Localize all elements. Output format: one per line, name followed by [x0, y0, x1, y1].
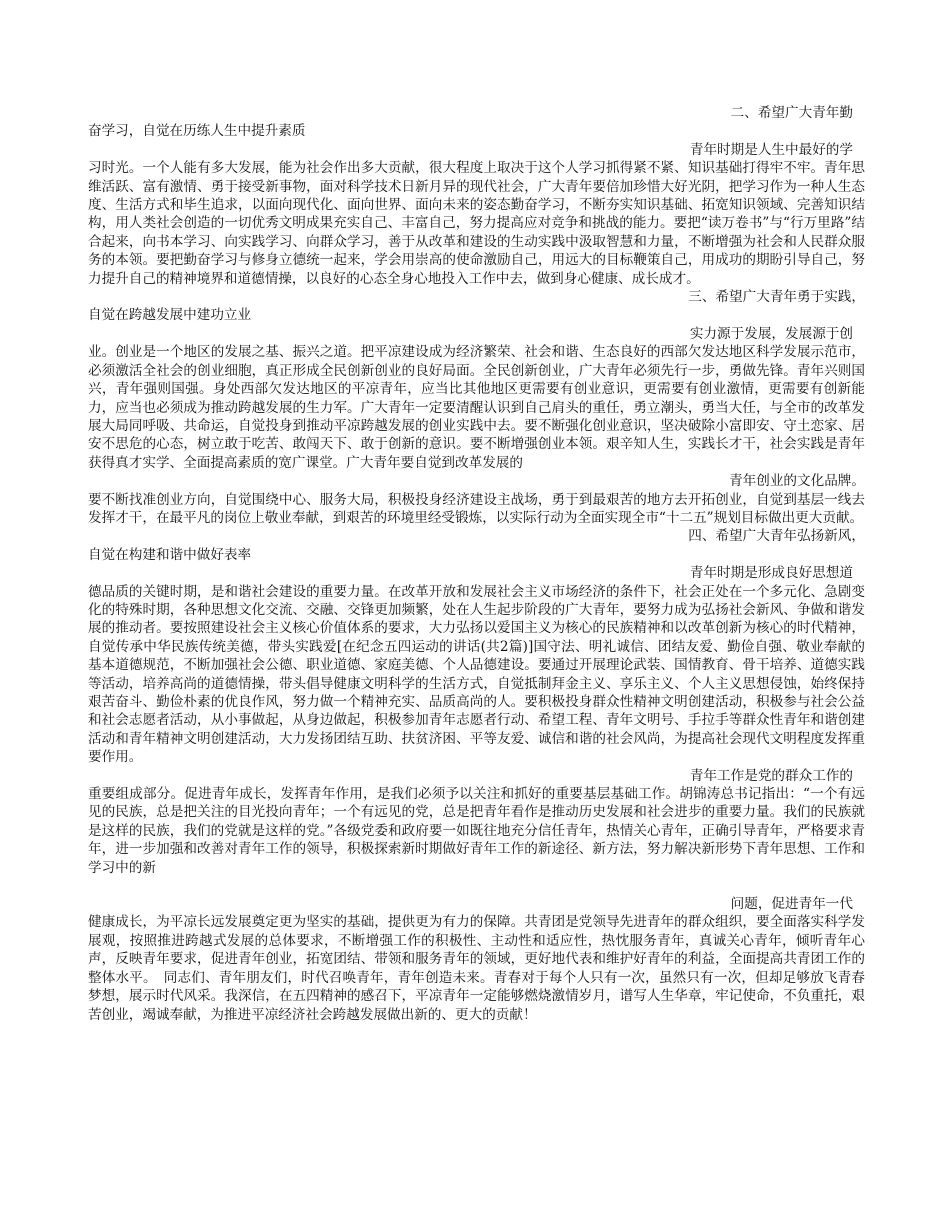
paragraph-lead: 青年时期是形成良好思想道 — [689, 565, 853, 582]
paragraph-body: 习时光。一个人能有多大发展，能为社会作出多大贡献，很大程度上取决于这个人学习抓得紧不紧、知识基础打得牢不牢。青年思维活跃、富有激情、勇于接受新事物，面对科学技术日新月异的现代社会，广大青年要倍加珍惜大好光阴，把学习作为一种人生态度、生活方式和毕生追求，以面向现代化、面向世界、面向未来的姿态勤奋学习，不断夯实知识基础、拓宽知识领域、完善知识结构，用人类社会创造的一切优秀文明成果充实自己、丰富自己，努力提高应对竞争和挑战的能力。要把“读万卷书”与“行万里路”结合起来，向书本学习、向实践学习、向群众学习，善于从改革和建设的生动实践中汲取智慧和力量，不断增强为社会和人民群众服务的本领。要把勤奋学习与修身立德统一起来，学会用崇高的使命激励自己，用远大的目标鞭策自己，用成功的期盼引导自己，努力提升自己的精神境界和道德情操，以良好的心态全身心地投入工作中去，做到身心健康、成长成才。 — [88, 160, 865, 287]
paragraph-lead: 青年时期是人生中最好的学 — [689, 141, 853, 158]
spacer — [88, 877, 865, 895]
section-heading-start: 三、希望广大青年勇于实践， — [688, 289, 865, 306]
paragraph-body: 要不断找准创业方向，自觉围绕中心、服务大局，积极投身经济建设主战场，勇于到最艰苦的地方去开拓创业，自觉到基层一线去发挥才干，在最平凡的岗位上敬业奉献，到艰苦的环境里经受锻炼，以实际行动为全面实现全市“十二五”规划目标做出更大贡献。 — [88, 491, 865, 526]
paragraph-lead: 青年工作是党的群众工作的 — [689, 767, 853, 784]
document-body — [88, 104, 865, 1024]
section-heading-start: 四、希望广大青年弘扬新风， — [688, 528, 865, 545]
paragraph-body: 健康成长，为平凉长远发展奠定更为坚实的基础，提供更为有力的保障。共青团是党领导先进青年的群众组织，要全面落实科学发展观，按照推进跨越式发展的总体要求，不断增强工作的积极性、主动性和适应性，热忱服务青年，真诚关心青年，倾听青年心声，反映青年要求，促进青年创业，拓宽团结、带领和服务青年的领域，更好地代表和维护好青年的利益，全面提高共青团工作的整体水平。 同志们、青年朋友们，时代召唤青年，青年创造未来。青春对于每个人只有一次，虽然只有一次，但却足够放飞青春梦想，展示时代风采。我深信，在五四精神的感召下，平凉青年一定能够燃烧激情岁月，谱写人生华章，牢记使命，不负重托，艰苦创业，竭诚奉献，为推进平凉经济社会跨越发展做出新的、更大的贡献！ — [88, 914, 865, 1023]
paragraph-fragment: 青年创业的文化品牌。 — [729, 473, 865, 490]
section-heading-rest: 自觉在构建和谐中做好表率 — [88, 546, 252, 563]
paragraph-body: 业。创业是一个地区的发展之基、振兴之道。把平凉建设成为经济繁荣、社会和谐、生态良好的西部欠发达地区科学发展示范市，必须激活全社会的创业细胞，真正形成全民创新创业的良好局面。全民创新创业，广大青年必须先行一步，勇做先锋。青年兴则国兴，青年强则国强。身处西部欠发达地区的平凉青年，应当比其他地区更需要有创业意识，更需要有创业激情，更需要有创新能力，应当也必须成为推动跨越发展的生力军。广大青年一定要清醒认识到自己肩头的重任，勇立潮头，勇当大任，与全市的改革发展大局同呼吸、共命运，自觉投身到推动平凉跨越发展的创业实践中去。要不断强化创业意识，坚决破除小富即安、守土恋家、居安不思危的心态，树立敢于吃苦、敢闯天下、敢于创新的意识。要不断增强创业本领。艰辛知人生，实践长才干，社会实践是青年获得真才实学、全面提高素质的宽广课堂。广大青年要自觉到改革发展的 — [88, 344, 865, 471]
paragraph-body: 重要组成部分。促进青年成长，发挥青年作用，是我们必须予以关注和抓好的重要基层基础工作。胡锦涛总书记指出：“一个有远见的民族，总是把关注的目光投向青年；一个有远见的党，总是把青年看作是推动历史发展和社会进步的重要力量。我们的民族就是这样的民族，我们的党就是这样的党。”各级党委和政府要一如既往地充分信任青年，热情关心青年，正确引导青年，严格要求青年，进一步加强和改善对青年工作的领导，积极探索新时期做好青年工作的新途径、新方法，努力解决新形势下青年思想、工作和学习中的新 — [88, 786, 865, 876]
paragraph-lead: 实力源于发展，发展源于创 — [689, 325, 853, 342]
section-heading-rest: 自觉在跨越发展中建功立业 — [88, 307, 252, 324]
section-heading-start: 二、希望广大青年勤 — [730, 105, 853, 121]
paragraph-lead: 问题，促进青年一代 — [730, 896, 853, 913]
paragraph-body: 德品质的关键时期，是和谐社会建设的重要力量。在改革开放和发展社会主义市场经济的条件下，社会正处在一个多元化、急剧变化的特殊时期，各种思想文化交流、交融、交锋更加频繁，处在人生起步阶段的广大青年，要努力成为弘扬社会新风、争做和谐发展的推动者。要按照建设社会主义核心价值体系的要求，大力弘扬以爱国主义为核心的民族精神和以改革创新为核心的时代精神，自觉传承中华民族传统美德，带头实践爱[在纪念五四运动的讲话(共2篇)]国守法、明礼诚信、团结友爱、勤俭自强、敬业奉献的基本道德规范，不断加强社会公德、职业道德、家庭美德、个人品德建设。要通过开展理论武装、国情教育、骨干培养、道德实践等活动，培养高尚的道德情操，带头倡导健康文明科学的生活方式，自觉抵制拜金主义、享乐主义、个人主义思想侵蚀，始终保持艰苦奋斗、勤俭朴素的优良作风，努力做一个精神充实、品质高尚的人。要积极投身群众性精神文明创建活动，积极参与社会公益和社会志愿者活动，从小事做起，从身边做起，积极参加青年志愿者行动、希望工程、青年文明号、手拉手等群众性青年和谐创建活动和青年精神文明创建活动，大力发扬团结互助、扶贫济困、平等友爱、诚信和谐的社会风尚，为提高社会现代文明程度发挥重要作用。 — [88, 583, 865, 766]
section-heading-rest: 奋学习，自觉在历练人生中提升素质 — [88, 123, 306, 140]
